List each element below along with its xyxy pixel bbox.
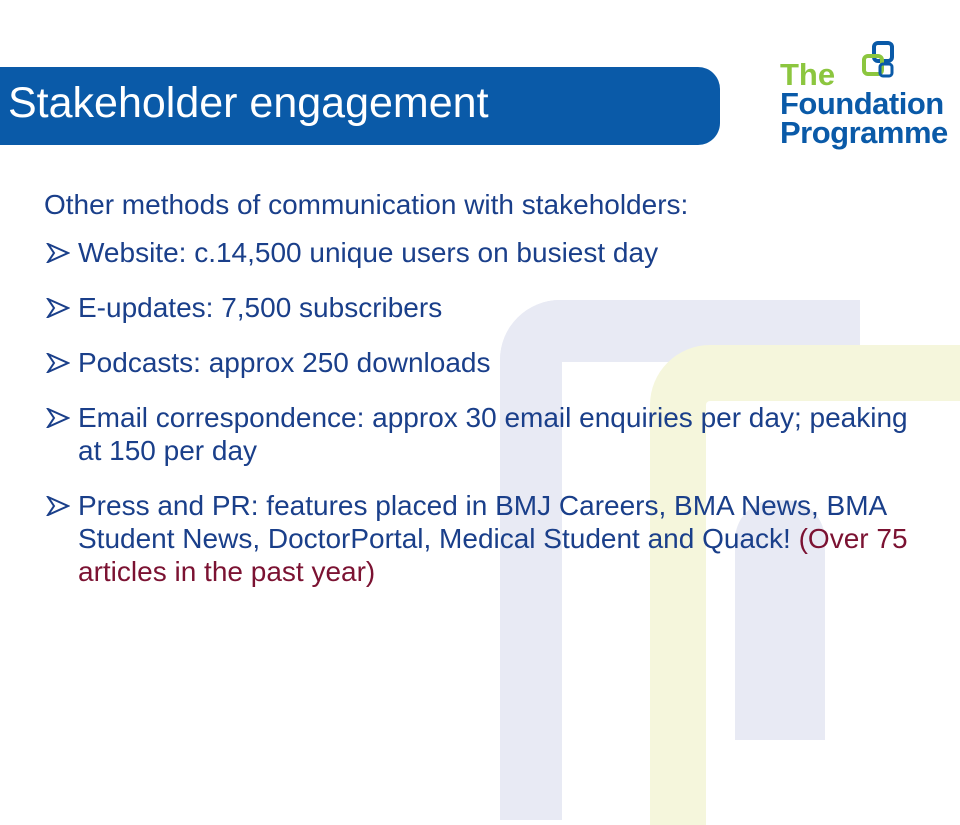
slide-title: Stakeholder engagement [8,79,489,127]
intro-text: Other methods of communication with stakeholders: [44,189,689,220]
title-bar [0,67,720,145]
arrow-bullet-icon [46,298,70,318]
list-item [44,291,924,324]
slide-body [44,186,924,610]
list-item [44,346,924,379]
logo-line-the: The [780,57,836,92]
logo-line-programme: Programme [780,115,948,150]
bullet-text: Email correspondence: approx 30 email enquiries per day; peaking at 150 per day [78,402,908,466]
bullet-highlight-text: (Over 75 articles in the past year) [78,523,908,587]
bullet-text: E-updates: 7,500 subscribers [78,292,443,323]
foundation-programme-logo [760,40,948,150]
logo-line-foundation: Foundation [780,86,944,121]
list-item [44,401,924,467]
arrow-bullet-icon [46,353,70,373]
bullet-text: Website: c.14,500 unique users on busiest day [78,237,659,268]
bullet-list [44,236,924,588]
list-item [44,236,924,269]
arrow-bullet-icon [46,496,70,516]
arrow-bullet-icon [46,408,70,428]
list-item [44,489,924,588]
bullet-text: Podcasts: approx 250 downloads [78,347,491,378]
bullet-text: Press and PR: features placed in BMJ Careers, BMA News, BMA Student News, DoctorPortal, Medical Student and Quack! [78,490,886,554]
arrow-bullet-icon [46,243,70,263]
logo-wordmark [780,57,948,150]
